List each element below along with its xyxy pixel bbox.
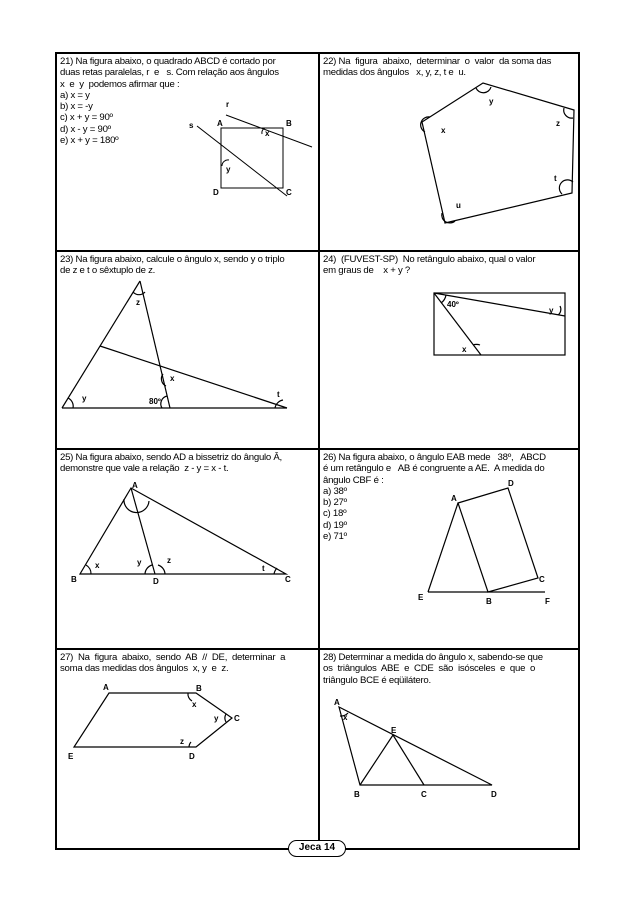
problem-text-line: os triângulos ABE e CDE são isósceles e que o [323, 663, 536, 675]
figure-label: E [391, 726, 397, 735]
figure-label: x [441, 126, 446, 135]
problem-text-line: 27) Na figura abaixo, sendo AB // DE, determinar a [60, 652, 286, 663]
problem-text-line: a) 38º [323, 485, 347, 497]
figure-label: u [456, 201, 461, 210]
problem-text-line: e) x + y = 180º [60, 135, 119, 147]
figure-label: y [549, 306, 554, 315]
figure-label: C [234, 714, 240, 723]
problem-text-line: em graus de x + y ? [323, 265, 411, 277]
figure-label: z [180, 737, 184, 746]
figure-label: B [71, 575, 77, 584]
problem-text-line: c) x + y = 90º [60, 112, 113, 124]
figure-label: t [277, 390, 280, 399]
problem-text-line: b) 27º [323, 497, 347, 509]
figure-label: B [486, 597, 492, 606]
figure-label: r [226, 100, 230, 109]
figure-label: y [82, 394, 87, 403]
problem-text-line: 22) Na figura abaixo, determinar o valor da soma das [323, 56, 552, 67]
figure-label: A [334, 698, 340, 707]
figure-label: x [343, 713, 348, 722]
figure-label: D [213, 188, 219, 197]
figure-label: 40º [447, 300, 459, 309]
figure-label: D [153, 577, 159, 586]
figure-label: z [167, 556, 171, 565]
figure-label: B [354, 790, 360, 799]
figure-label: A [217, 119, 223, 128]
figure-label: x [170, 374, 175, 383]
problem-text-line: e) 71º [323, 531, 347, 543]
figure-label: t [262, 564, 265, 573]
figure-label: D [189, 752, 195, 761]
figure-label: s [189, 121, 194, 130]
figure-label: A [103, 683, 109, 692]
problem-text-line: 21) Na figura abaixo, o quadrado ABCD é cortado por [60, 56, 276, 67]
figure-label: x [265, 129, 270, 138]
figure-label: x [462, 345, 467, 354]
figure-label: F [545, 597, 550, 606]
problem-text-line: 23) Na figura abaixo, calcule o ângulo x, sendo y o triplo [60, 254, 285, 265]
problem-text-line: de z e t o sêxtuplo de z. [60, 265, 156, 277]
figure-label: B [196, 684, 202, 693]
problem-text-line: duas retas paralelas, r e s. Com relação aos ângulos [60, 67, 279, 79]
triangle-abd [339, 707, 492, 785]
figure-label: E [68, 752, 74, 761]
problem-text-line: é um retângulo e AB é congruente a AE. A medida do [323, 463, 545, 475]
figure-label: z [136, 298, 140, 307]
problem-text-line: b) x = -y [60, 101, 93, 113]
problem-text-line: 25) Na figura abaixo, sendo AD a bissetriz do ângulo Â, [60, 452, 282, 463]
problem-text-line: demonstre que vale a relação z - y = x - t. [60, 463, 229, 475]
problem-text-line: ângulo CBF é : [323, 474, 384, 486]
figure-label: t [554, 174, 557, 183]
problem-text-line: d) 19º [323, 519, 347, 531]
figure-label: y [137, 558, 142, 567]
problem-text-line: soma das medidas dos ângulos x, y e z. [60, 663, 229, 675]
problem-text-line: c) 18º [323, 508, 347, 520]
figure-label: x [95, 561, 100, 570]
figure-label: E [418, 593, 424, 602]
page-footer: Jeca 14 [288, 840, 346, 857]
figure-label: 80º [149, 397, 161, 406]
figure-label: C [285, 575, 291, 584]
figure-label: D [508, 479, 514, 488]
figure-label: C [421, 790, 427, 799]
problem-text-line: medidas dos ângulos x, y, z, t e u. [323, 67, 466, 79]
figure-label: z [556, 119, 560, 128]
problem-text-line: 24) (FUVEST-SP) No retângulo abaixo, qual o valor [323, 254, 536, 265]
figure-label: D [491, 790, 497, 799]
figure-label: x [192, 700, 197, 709]
figure-label: C [539, 575, 545, 584]
figure-label: A [132, 481, 138, 490]
figure-label: y [214, 714, 219, 723]
problem-text-line: triângulo BCE é eqüilátero. [323, 674, 431, 686]
problem-text-line: 26) Na figura abaixo, o ângulo EAB mede 38º, ABCD [323, 452, 546, 463]
problem-text-line: x e y podemos afirmar que : [60, 78, 180, 90]
figure-label: B [286, 119, 292, 128]
figure-label: y [489, 97, 494, 106]
figure-label: C [286, 188, 292, 197]
figure-label: A [451, 494, 457, 503]
problem-text-line: d) x - y = 90º [60, 123, 111, 135]
figure-label: y [226, 165, 231, 174]
problem-text-line: a) x = y [60, 89, 90, 101]
problem-text-line: 28) Determinar a medida do ângulo x, sabendo-se que [323, 652, 543, 663]
